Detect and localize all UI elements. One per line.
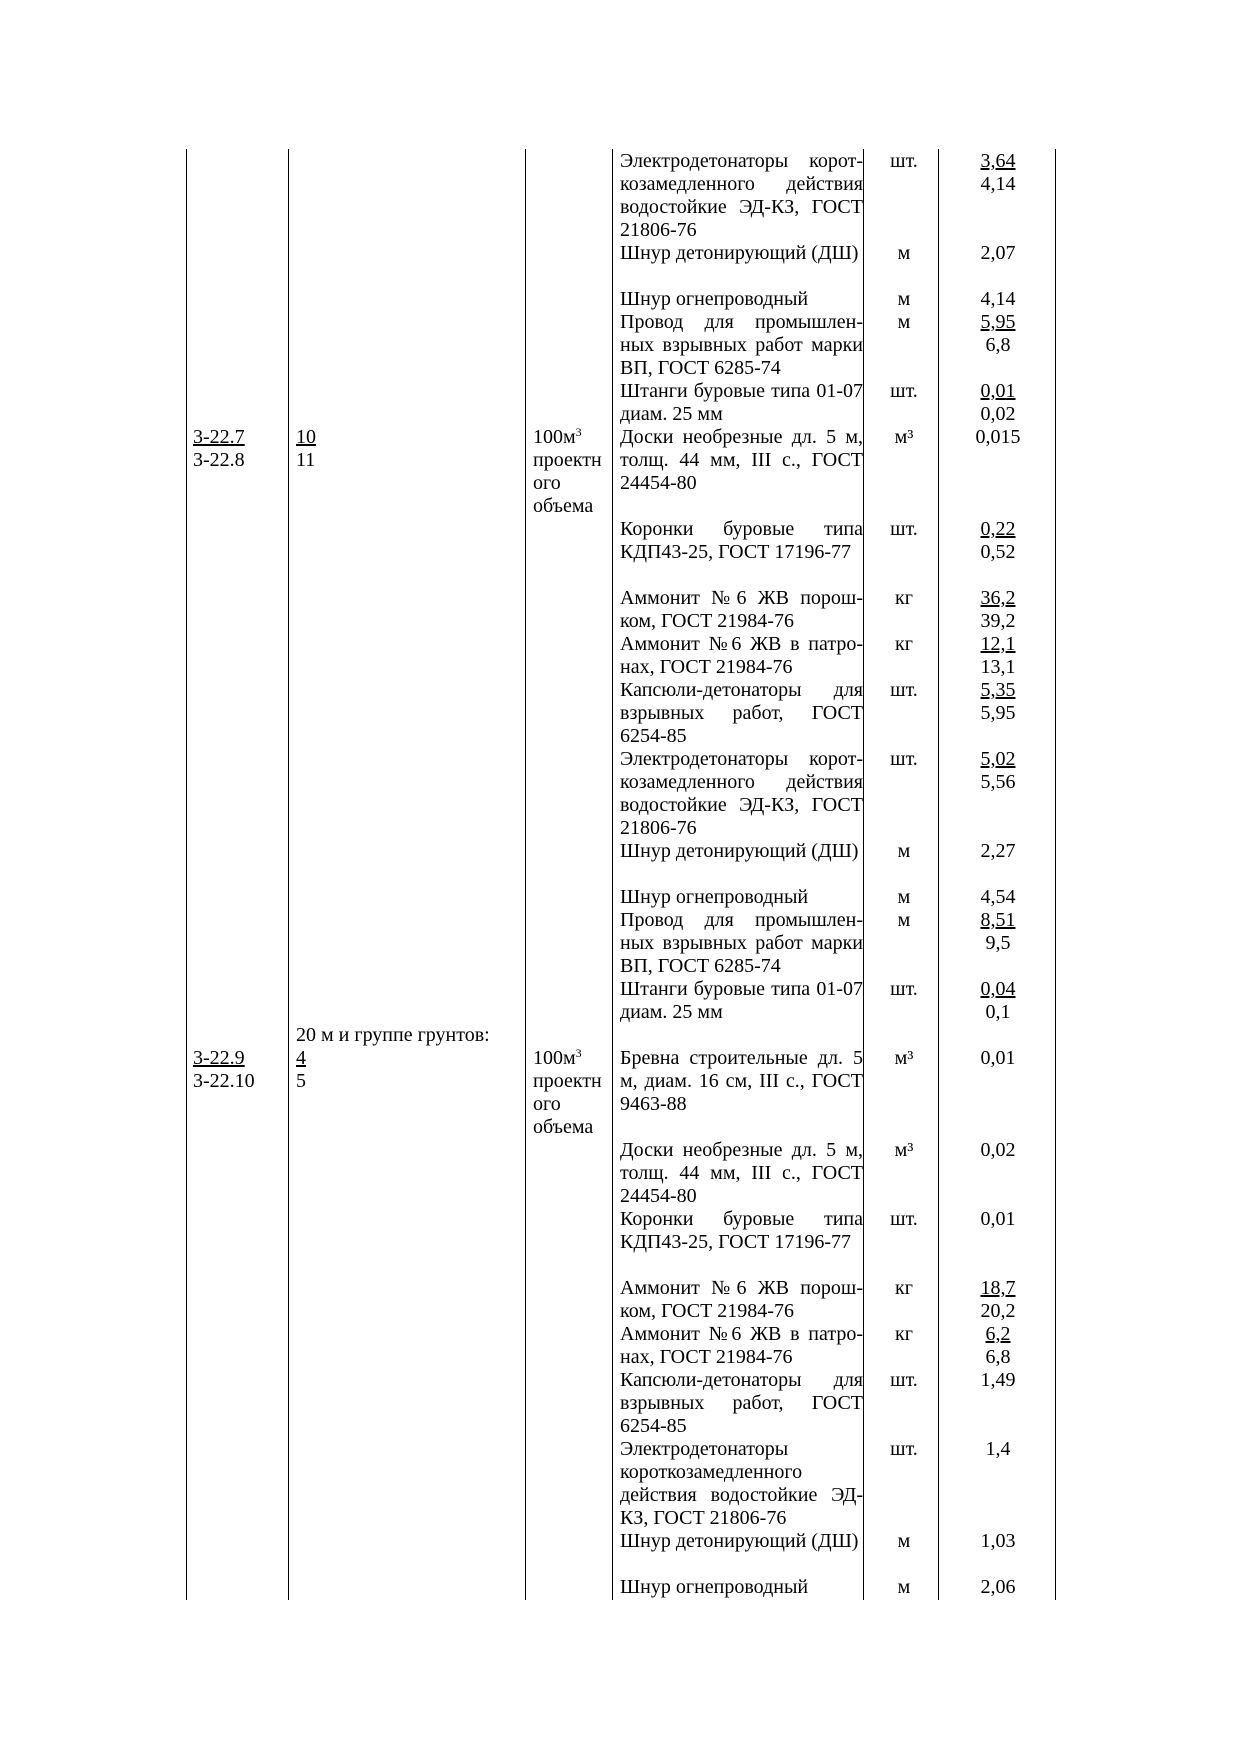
- rate-value-1: 2,06: [980, 1576, 1016, 1598]
- rate-value-2: 5,56: [980, 771, 1016, 793]
- rate-value-2: 9,5: [985, 932, 1011, 954]
- resource-unit: шт.: [890, 1438, 918, 1460]
- rate-value-1: 1,4: [985, 1438, 1011, 1460]
- rate-value-2: 13,1: [980, 656, 1016, 678]
- resource-name: Бревна строительные дл. 5 м, диам. 16 см, III с., ГОСТ 9463-88: [620, 1047, 863, 1115]
- resource-unit: м: [897, 311, 911, 333]
- item-number-group2: [296, 1047, 306, 1093]
- rate-value-2: 20,2: [980, 1300, 1016, 1322]
- measure-unit-text: проектн ого объема: [533, 449, 602, 517]
- resource-unit: м: [897, 288, 911, 310]
- rate-value-1: 5,95: [980, 311, 1016, 333]
- rate-value-1: 3,64: [980, 150, 1016, 172]
- rate-value-1: 4,14: [980, 288, 1016, 310]
- rate-code-group2: [193, 1047, 255, 1093]
- resource-name: Шнур огнепроводный: [620, 886, 809, 908]
- resource-rate: [948, 633, 1048, 679]
- resource-name: Аммонит №6 ЖВ в патро-нах, ГОСТ 21984-76: [620, 1323, 863, 1368]
- resource-name: Капсюли-детонаторы для взрывных работ, ГОСТ 6254-85: [620, 679, 863, 747]
- rate-value-2: 5,95: [980, 702, 1016, 724]
- resource-rate: [948, 426, 1048, 449]
- item-number-first: 4: [296, 1047, 306, 1069]
- resource-name: Провод для промышлен-ных взрывных работ марки ВП, ГОСТ 6285-74: [620, 909, 863, 977]
- rate-value-1: 12,1: [980, 633, 1016, 655]
- resource-rate: [948, 1438, 1048, 1461]
- resource-unit: м: [897, 909, 911, 931]
- item-number-group1: [296, 426, 316, 472]
- rate-code-second: 3-22.10: [193, 1070, 255, 1092]
- resource-rate: [948, 1139, 1048, 1162]
- rate-value-1: 1,03: [980, 1530, 1016, 1552]
- resource-unit: м: [897, 1530, 911, 1552]
- table-border-left: [186, 149, 187, 1600]
- measure-unit-superscript: 3: [575, 425, 582, 439]
- rate-value-2: 0,52: [980, 541, 1016, 563]
- column-divider: [863, 149, 864, 1600]
- resource-rate: [948, 679, 1048, 725]
- resource-rate: [948, 840, 1048, 863]
- measure-unit-superscript: 3: [575, 1046, 582, 1060]
- resource-rate: [948, 886, 1048, 909]
- resource-unit: м³: [894, 1139, 914, 1161]
- group-heading: 20 м и группе грунтов:: [296, 1024, 490, 1046]
- rate-value-1: 2,07: [980, 242, 1016, 264]
- resource-name: Аммонит №6 ЖВ порош-ком, ГОСТ 21984-76: [620, 587, 863, 632]
- resource-name: Коронки буровые типа КДП43-25, ГОСТ 17196-77: [620, 518, 863, 563]
- resource-unit: шт.: [890, 1208, 918, 1230]
- resource-unit: кг: [895, 633, 913, 655]
- resource-rate: [948, 1576, 1048, 1599]
- item-number-second: 5: [296, 1070, 306, 1092]
- column-divider: [288, 149, 289, 1600]
- measure-unit-value: 100м: [533, 426, 576, 448]
- rate-value-2: 6,8: [985, 334, 1011, 356]
- resource-name: Аммонит №6 ЖВ порош-ком, ГОСТ 21984-76: [620, 1277, 863, 1322]
- resource-rate: [948, 1047, 1048, 1070]
- resource-name: Электродетонаторы корот-козамедленного действия водостойкие ЭД-КЗ, ГОСТ 21806-76: [620, 748, 863, 839]
- resource-unit: кг: [895, 1277, 913, 1299]
- resource-rate: [948, 1277, 1048, 1323]
- resource-rate: [948, 518, 1048, 564]
- rate-value-2: 0,02: [980, 403, 1016, 425]
- resource-name: Штанги буровые типа 01-07 диам. 25 мм: [620, 978, 863, 1023]
- resource-rate: [948, 1530, 1048, 1553]
- rate-value-1: 18,7: [980, 1277, 1016, 1299]
- resource-unit: м: [897, 886, 911, 908]
- resource-name: Шнур огнепроводный: [620, 288, 809, 310]
- resource-name: Электродетонаторы короткозамедленного действия водостойкие ЭД-КЗ, ГОСТ 21806-76: [620, 1438, 863, 1529]
- resource-name: Электродетонаторы корот-козамедленного действия водостойкие ЭД-КЗ, ГОСТ 21806-76: [620, 150, 863, 241]
- column-divider: [612, 149, 613, 1600]
- rate-code-first: 3-22.9: [193, 1047, 245, 1069]
- rate-code-group1: [193, 426, 245, 472]
- resource-name: Шнур детонирующий (ДШ): [620, 242, 859, 264]
- item-number-second: 11: [296, 449, 316, 471]
- resource-name: Шнур детонирующий (ДШ): [620, 1530, 859, 1552]
- resource-name: Шнур детонирующий (ДШ): [620, 840, 859, 862]
- resource-rate: [948, 311, 1048, 357]
- resource-name: Штанги буровые типа 01-07 диам. 25 мм: [620, 380, 863, 425]
- resource-unit: шт.: [890, 150, 918, 172]
- rate-value-1: 0,02: [980, 1139, 1016, 1161]
- measure-unit-value: 100м: [533, 1047, 576, 1069]
- rate-value-1: 0,01: [980, 380, 1016, 402]
- rate-value-1: 1,49: [980, 1369, 1016, 1391]
- resource-rate: [948, 1208, 1048, 1231]
- rate-value-1: 6,2: [985, 1323, 1011, 1345]
- resource-name: Шнур огнепроводный: [620, 1576, 809, 1598]
- resource-unit: м: [897, 242, 911, 264]
- resource-rate: [948, 978, 1048, 1024]
- resource-rate: [948, 1369, 1048, 1392]
- rate-value-1: 2,27: [980, 840, 1016, 862]
- rate-value-2: 4,14: [980, 173, 1016, 195]
- rate-value-1: 5,35: [980, 679, 1016, 701]
- column-divider: [525, 149, 526, 1600]
- resource-unit: м: [897, 840, 911, 862]
- resource-unit: шт.: [890, 380, 918, 402]
- resource-unit: шт.: [890, 518, 918, 540]
- resource-unit: шт.: [890, 978, 918, 1000]
- rate-value-1: 0,22: [980, 518, 1016, 540]
- resource-unit: шт.: [890, 679, 918, 701]
- table-border-right: [1055, 149, 1056, 1600]
- measure-unit-group2: [533, 1047, 615, 1139]
- item-number-first: 10: [296, 426, 316, 448]
- rate-value-1: 36,2: [980, 587, 1016, 609]
- resource-unit: м³: [894, 426, 914, 448]
- rate-value-2: 39,2: [980, 610, 1016, 632]
- resource-name: Доски необрезные дл. 5 м, толщ. 44 мм, III с., ГОСТ 24454-80: [620, 1139, 863, 1207]
- rate-value-1: 0,04: [980, 978, 1016, 1000]
- rate-code-second: 3-22.8: [193, 449, 245, 471]
- resource-name: Капсюли-детонаторы для взрывных работ, ГОСТ 6254-85: [620, 1369, 863, 1437]
- rate-code-first: 3-22.7: [193, 426, 245, 448]
- resource-rate: [948, 242, 1048, 265]
- resource-rate: [948, 1323, 1048, 1369]
- resource-rate: [948, 587, 1048, 633]
- resource-rate: [948, 380, 1048, 426]
- rate-value-2: 0,1: [985, 1001, 1011, 1023]
- resource-name: Доски необрезные дл. 5 м, толщ. 44 мм, III с., ГОСТ 24454-80: [620, 426, 863, 494]
- resource-rate: [948, 909, 1048, 955]
- rate-value-1: 4,54: [980, 886, 1016, 908]
- resource-rate: [948, 150, 1048, 196]
- measure-unit-text: проектн ого объема: [533, 1070, 602, 1138]
- resource-unit: м: [897, 1576, 911, 1598]
- resource-unit: шт.: [890, 1369, 918, 1391]
- resource-unit: м³: [894, 1047, 914, 1069]
- resource-rate: [948, 288, 1048, 311]
- measure-unit-group1: [533, 426, 615, 518]
- rate-value-1: 0,01: [980, 1208, 1016, 1230]
- resource-name: Коронки буровые типа КДП43-25, ГОСТ 17196-77: [620, 1208, 863, 1253]
- resource-name: Аммонит №6 ЖВ в патро-нах, ГОСТ 21984-76: [620, 633, 863, 678]
- resource-unit: кг: [895, 1323, 913, 1345]
- rate-value-1: 0,015: [975, 426, 1021, 448]
- rate-value-1: 8,51: [980, 909, 1016, 931]
- rate-value-2: 6,8: [985, 1346, 1011, 1368]
- resource-unit: кг: [895, 587, 913, 609]
- resource-rate: [948, 748, 1048, 794]
- resource-name: Провод для промышлен-ных взрывных работ марки ВП, ГОСТ 6285-74: [620, 311, 863, 379]
- resource-unit: шт.: [890, 748, 918, 770]
- rate-value-1: 0,01: [980, 1047, 1016, 1069]
- rate-value-1: 5,02: [980, 748, 1016, 770]
